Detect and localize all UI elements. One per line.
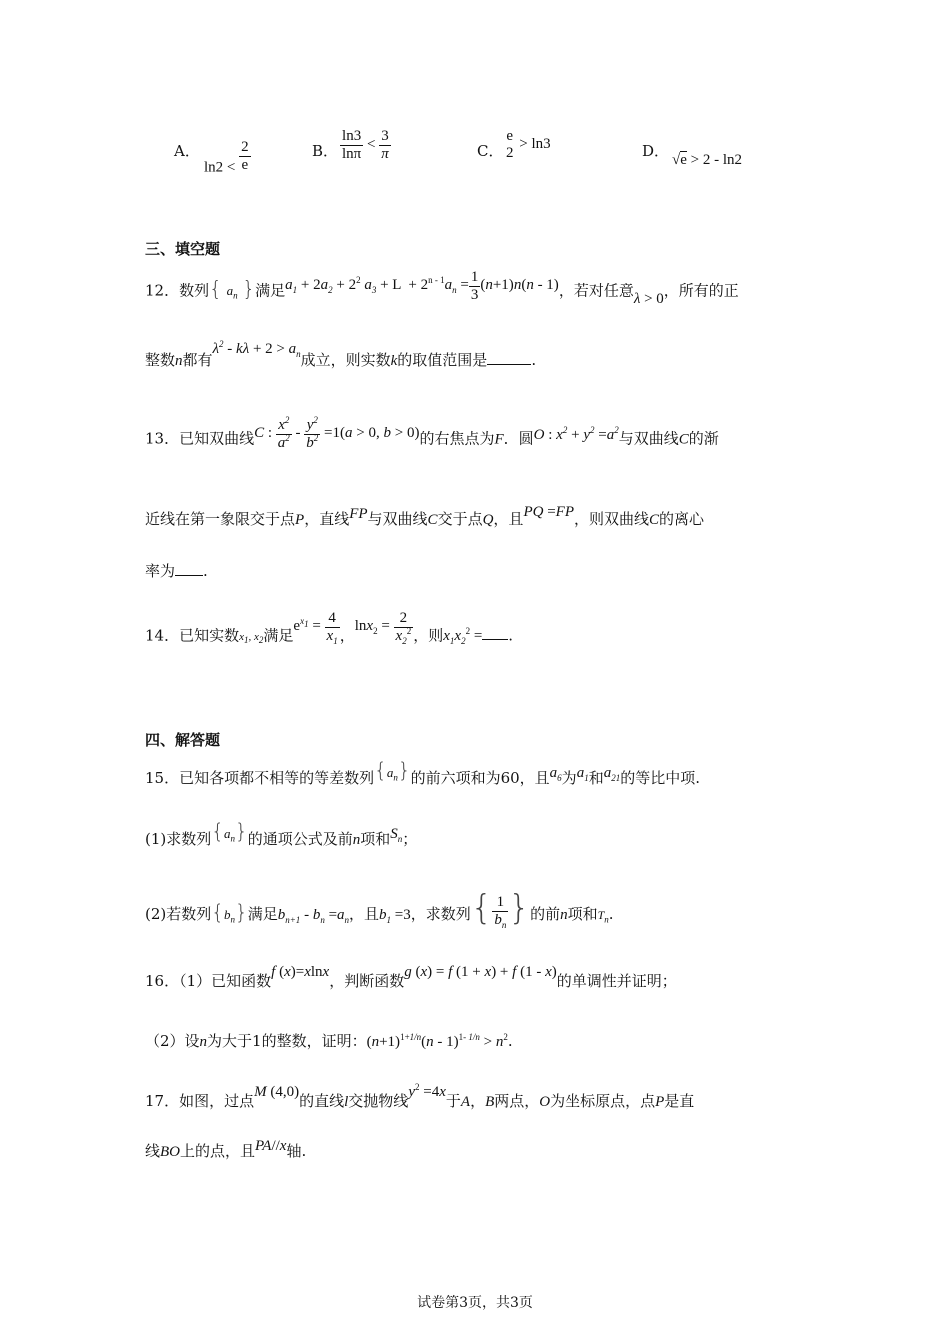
q17-text: 交抛物线 xyxy=(348,1092,409,1110)
q17-text: 轴. xyxy=(286,1142,307,1160)
q17-text: 上的点，且 xyxy=(180,1142,256,1160)
q12-text: 都有 xyxy=(182,351,213,369)
q16-text: 的单调性并证明； xyxy=(556,972,677,990)
q16-ineq: $(n+1)^{1+1/n}(n - 1)^{1- 1/n} > n^2$ xyxy=(366,1032,508,1050)
q13-text: ，则双曲线 xyxy=(573,510,649,528)
q12-text: ，所有的正 xyxy=(663,281,739,300)
q12-text: 满足 xyxy=(255,281,286,300)
question-number: 16． xyxy=(145,972,180,990)
option-a-numerator: 2 xyxy=(241,139,249,155)
q14-eq2: lnx$_2$ = $\frac{2}{x_2^2}$ xyxy=(354,610,412,646)
q16-end: . xyxy=(507,1032,513,1050)
q13-text: 的渐 xyxy=(688,429,719,448)
var-P: P xyxy=(655,1094,665,1110)
q15-text: ； xyxy=(402,830,418,848)
brace-left-icon: { xyxy=(209,276,222,301)
option-c-den: 2 xyxy=(506,144,514,161)
option-a-expr xyxy=(204,139,251,185)
q12-equation: $a_1 + 2a_2 + 2^2$ $a_3 + L + 2^{n - 1}a_n$ = $\frac{1}{3}$ (n+1)n(n - 1) xyxy=(285,269,559,303)
var-C: C xyxy=(649,512,660,528)
option-a-fraction xyxy=(239,139,251,173)
option-d-expr xyxy=(672,150,742,170)
question-number: 12． xyxy=(145,281,180,300)
var-C: C xyxy=(427,512,438,528)
q14-end: . xyxy=(508,626,514,645)
question-12-line-1 xyxy=(145,269,739,309)
question-16-line-2 xyxy=(145,1031,513,1052)
question-15-part-1 xyxy=(145,819,418,850)
var-Tn: $T_n$ xyxy=(597,908,609,925)
q15-recur: $b_{n+1} - b_n =a_n$ xyxy=(277,907,350,925)
q13-hyperbola: C : $\frac{x^2}{a^2}$ - $\frac{y^2}{b^2}$ =1(a > 0, b > 0) xyxy=(254,415,420,451)
var-P: P xyxy=(295,512,305,528)
question-number: 13． xyxy=(145,429,180,448)
q12-text: 成立，则实数 xyxy=(300,351,391,369)
var-n: n xyxy=(352,832,361,848)
q15-text: 和 xyxy=(588,769,604,787)
brace-left-icon: { xyxy=(211,900,224,924)
q15-text: . xyxy=(608,905,614,923)
q15-recip: $\frac{1}{b_n}$ xyxy=(494,894,507,930)
q15-text: (2)若数列 xyxy=(145,905,212,923)
q16-text: ，判断函数 xyxy=(329,972,405,990)
point-M: M (4,0) xyxy=(254,1084,300,1100)
var-C: C xyxy=(678,431,689,448)
q13-text: 的离心 xyxy=(659,510,705,528)
q15-text: 已知各项都不相等的等差数列 xyxy=(179,769,375,787)
q16-f: f (x)=xlnx xyxy=(271,964,330,980)
section-title-fill: 三、填空题 xyxy=(145,240,221,258)
q14-target: $x_1x_2^2$ = xyxy=(443,626,483,647)
q13-circle: O : $x^2 + y^2 =a^2$ xyxy=(533,425,619,444)
q14-vars: $x_1$, $x_2$ xyxy=(239,631,264,646)
question-12-line-2 xyxy=(145,339,537,371)
var-bn: $b_n$ xyxy=(223,907,235,925)
section-title-solve: 四、解答题 xyxy=(145,731,221,749)
option-d-radicand: e xyxy=(680,152,687,168)
option-b-label: B． xyxy=(312,142,339,160)
q15-text: 为 xyxy=(561,769,577,787)
var-Q: Q xyxy=(482,512,494,528)
q12-text: 的取值范围是 xyxy=(397,351,488,369)
answer-blank[interactable] xyxy=(482,639,508,640)
var-a21: $a_{21}$ xyxy=(603,765,621,783)
q12-inequality: $\lambda^2 - k\lambda + 2 > a_n$ xyxy=(212,339,301,359)
var-a1: $a_1$ xyxy=(576,765,589,783)
q13-text: 的右焦点为 xyxy=(419,429,495,448)
question-17-line-2 xyxy=(145,1138,307,1162)
option-b-fraction-2 xyxy=(379,128,391,162)
brace-right-icon: } xyxy=(242,276,256,301)
q14-text: 满足 xyxy=(263,626,294,645)
q15-text: ，且 xyxy=(349,905,380,923)
option-b-fraction-1 xyxy=(340,128,363,162)
q15-text: 的前六项和为60，且 xyxy=(410,769,550,787)
option-b-num2: 3 xyxy=(381,128,389,144)
option-c-label: C． xyxy=(477,142,504,160)
var-O: O xyxy=(539,1094,551,1110)
q12-seq: $a_n$ xyxy=(226,283,238,302)
brace-left-icon: { xyxy=(211,819,224,843)
q12-text: 数列 xyxy=(179,281,210,300)
parallel-PA: PA//x xyxy=(255,1138,287,1154)
question-number: 14． xyxy=(145,626,180,645)
q15-seq: $\{a_n\}$ xyxy=(211,819,248,844)
option-c-expr xyxy=(504,128,551,161)
var-n: n xyxy=(175,353,183,369)
q14-text: 已知实数 xyxy=(179,626,240,645)
option-b-num1: ln3 xyxy=(342,128,362,144)
var-B: B xyxy=(485,1094,495,1110)
q16-text: （2）设 xyxy=(145,1032,200,1050)
q13-text: ，且 xyxy=(493,510,524,528)
q14-eq1: $e^{x_1}$ = $\frac{4}{x_1}$ xyxy=(293,610,338,646)
option-c-num: e xyxy=(506,128,514,144)
q14-text: ， xyxy=(339,626,355,645)
q16-g: g (x) = f (1 + x) + f (1 - x) xyxy=(404,964,557,980)
line-BO: BO xyxy=(160,1144,181,1160)
brace-right-icon: } xyxy=(234,900,248,924)
q13-text: 与双曲线 xyxy=(618,429,679,448)
q17-text: 线 xyxy=(145,1142,161,1160)
q15-text: ，求数列 xyxy=(410,905,471,923)
option-b-den1: lnπ xyxy=(342,145,362,162)
option-b-cmp: < xyxy=(367,136,376,153)
parabola-eq: $y^2 =4x$ xyxy=(408,1082,446,1100)
q15-text: 的等比中项. xyxy=(620,769,700,787)
q15-text: 满足 xyxy=(247,905,278,923)
q17-text: 为坐标原点，点 xyxy=(550,1092,656,1110)
brace-left-icon: { xyxy=(470,888,493,928)
q15-text: 项和 xyxy=(360,830,391,848)
question-15-line-1 xyxy=(145,758,700,789)
q15-text: 的通项公式及前 xyxy=(247,830,353,848)
question-number: 15． xyxy=(145,769,180,787)
q13-text: ．圆 xyxy=(503,429,534,448)
brace-right-icon: } xyxy=(508,888,531,928)
option-d-rest: > 2 - ln2 xyxy=(690,152,743,168)
q17-text: ， xyxy=(470,1092,486,1110)
brace-left-icon: { xyxy=(374,758,387,782)
page-footer: 试卷第3页，共3页 xyxy=(417,1295,533,1311)
question-17-line-1 xyxy=(145,1082,695,1112)
var-n: n xyxy=(560,907,568,923)
q13-eq: PQ =FP xyxy=(523,504,574,520)
q17-text: 两点， xyxy=(494,1092,540,1110)
question-number: 17． xyxy=(145,1092,180,1110)
sqrt-icon: √ xyxy=(672,152,681,168)
question-14 xyxy=(145,610,514,654)
option-a-denominator: e xyxy=(239,156,251,174)
q16-text: （1）已知函数 xyxy=(179,972,272,990)
option-b-expr xyxy=(340,128,391,162)
question-16-line-1 xyxy=(145,964,677,992)
var-n: n xyxy=(199,1034,208,1050)
var-a6: $a_6$ xyxy=(549,765,562,783)
q12-text: 整数 xyxy=(145,351,176,369)
q15-text: 的前 xyxy=(530,905,561,923)
line-FP: FP xyxy=(349,506,368,522)
question-15-part-2 xyxy=(145,888,614,932)
q14-text: ，则 xyxy=(413,626,444,645)
question-13-line-2 xyxy=(145,504,705,530)
q15-seq: $\{a_n\}$ xyxy=(374,758,411,783)
q12-lambda: λ > 0 xyxy=(633,291,664,308)
option-b-den2: π xyxy=(381,145,389,162)
q16-text: 为大于1的整数，证明： xyxy=(207,1032,367,1050)
var-Sn: $S_n$ xyxy=(390,826,403,844)
var-k: k xyxy=(390,353,398,369)
question-13-line-3 xyxy=(145,561,208,581)
q13-text: 近线在第一象限交于点 xyxy=(145,510,296,528)
option-c-rest: > ln3 xyxy=(519,135,551,152)
q15-text: 项和 xyxy=(567,905,598,923)
q17-text: 是直 xyxy=(664,1092,695,1110)
q13-text: 率为 xyxy=(145,562,176,580)
q13-text: 与双曲线 xyxy=(367,510,428,528)
var-A: A xyxy=(460,1094,471,1110)
option-d-label: D． xyxy=(642,142,670,160)
option-a-label: A． xyxy=(174,142,200,160)
q13-end: . xyxy=(203,562,208,580)
q12-text: ，若对任意 xyxy=(558,281,634,300)
q13-text: ，直线 xyxy=(304,510,350,528)
answer-blank[interactable] xyxy=(175,575,203,576)
question-13-line-1 xyxy=(145,415,719,457)
q13-text: 交于点 xyxy=(437,510,483,528)
option-a-lhs: ln2 < xyxy=(204,159,236,176)
q13-text: 已知双曲线 xyxy=(179,429,255,448)
var-F: F xyxy=(494,431,504,448)
option-c-fraction xyxy=(504,128,516,161)
q15-text: (1)求数列 xyxy=(145,830,212,848)
answer-blank[interactable] xyxy=(487,364,531,365)
q17-text: 如图，过点 xyxy=(179,1092,255,1110)
q17-text: 的直线 xyxy=(299,1092,345,1110)
q15-init: $b_1 =3$ xyxy=(379,907,411,925)
brace-right-icon: } xyxy=(397,758,411,782)
q17-text: 于 xyxy=(445,1092,461,1110)
q12-end: . xyxy=(531,351,537,369)
brace-right-icon: } xyxy=(234,819,248,843)
var-l: l xyxy=(344,1094,349,1110)
